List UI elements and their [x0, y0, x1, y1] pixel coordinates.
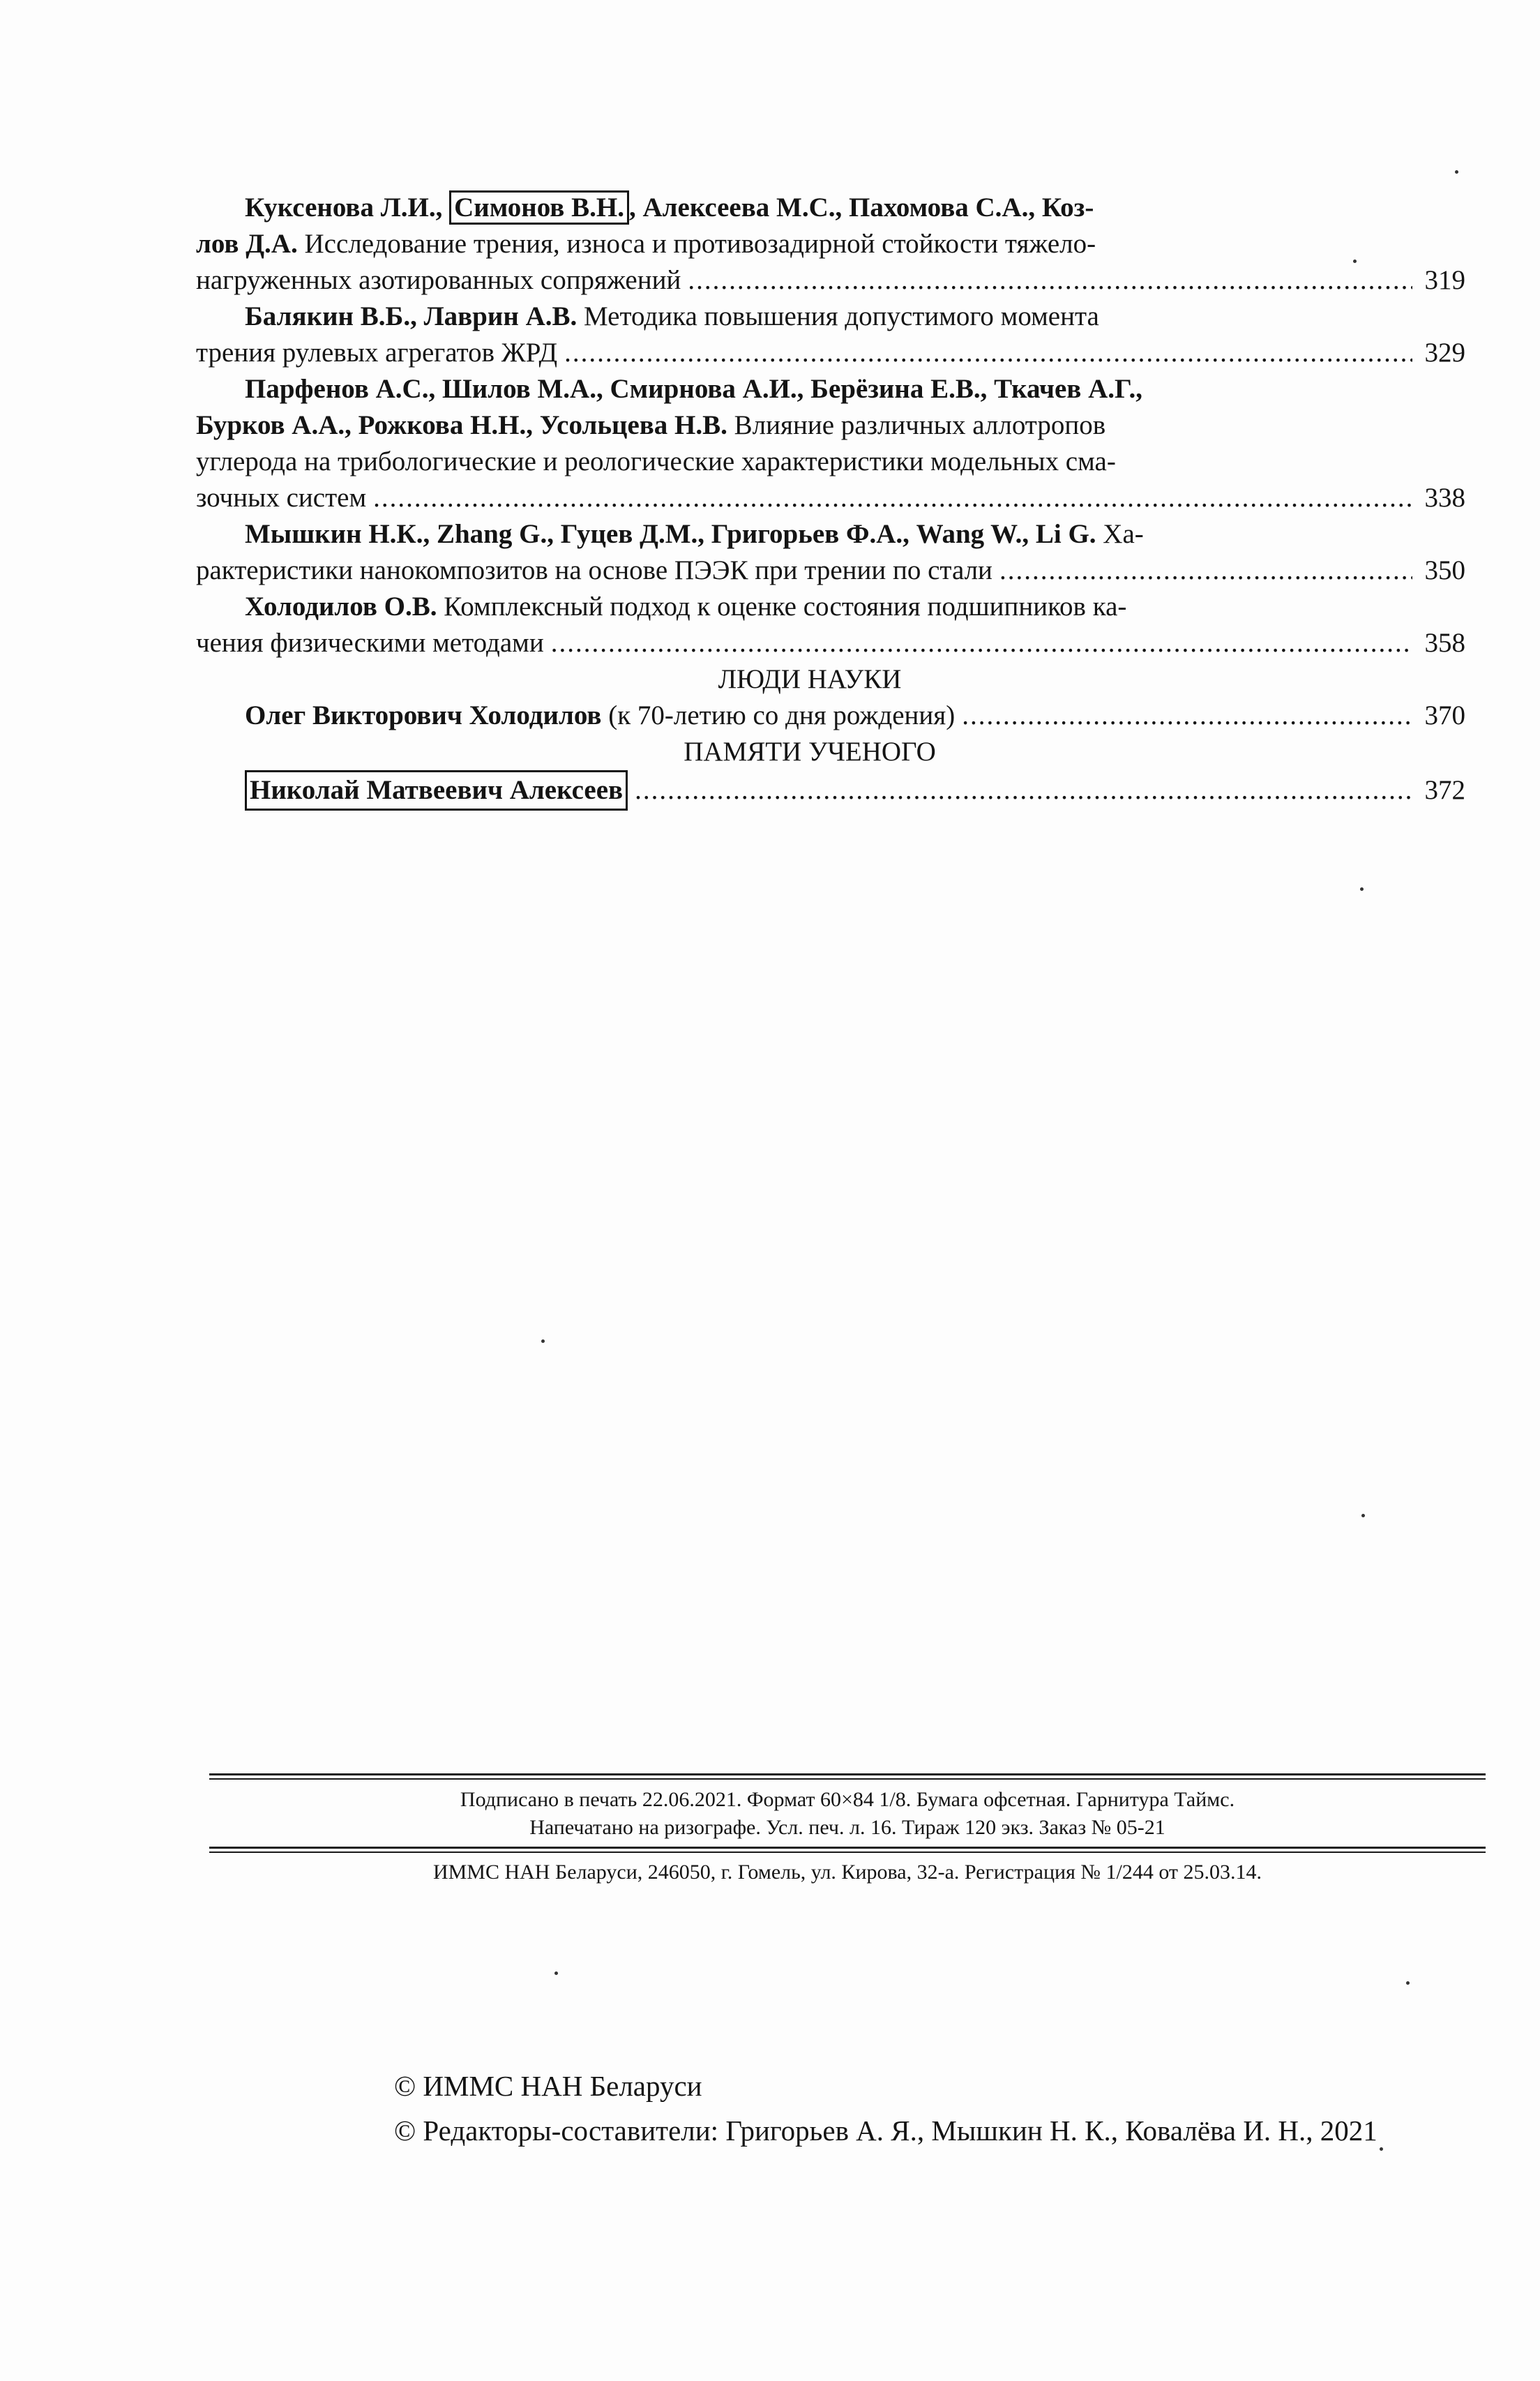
imprint-block — [209, 1858, 1486, 1886]
section-heading: ЛЮДИ НАУКИ — [718, 664, 902, 694]
toc-entry-text: чения физическими методами — [196, 628, 544, 658]
toc-entry-authors: Бурков А.А., Рожкова Н.Н., Усольцева Н.В. — [196, 410, 727, 440]
toc-page-number: 350 — [1424, 555, 1465, 585]
scan-speck — [1380, 2147, 1383, 2151]
toc-page-number: 358 — [1424, 628, 1465, 658]
toc-entry-text: рактеристики нанокомпозитов на основе ПЭЭК при трении по стали — [196, 555, 992, 585]
toc-entry-authors: Балякин В.Б., Лаврин А.В. — [245, 301, 578, 331]
toc-entry-text: Исследование трения, износа и противозадирной стойкости тяжело- — [297, 229, 1096, 259]
toc-entry[interactable] — [196, 299, 1465, 371]
toc-page-number: 319 — [1424, 265, 1465, 295]
toc-entry-line — [196, 262, 1465, 299]
toc-entry[interactable] — [196, 516, 1465, 589]
section-heading: ПАМЯТИ УЧЕНОГО — [684, 737, 936, 767]
imprint-line: Напечатано на ризографе. Усл. печ. л. 16. Тираж 120 экз. Заказ № 05-21 — [529, 1816, 1165, 1839]
toc-entry-line — [196, 516, 1465, 553]
dot-leader — [999, 553, 1412, 589]
toc-entry[interactable] — [196, 371, 1465, 516]
copyright-line: © Редакторы-составители: Григорьев А. Я., Мышкин Н. К., Ковалёва И. Н., 2021 — [394, 2115, 1377, 2147]
scan-speck — [541, 1339, 545, 1343]
toc-entry-authors: Парфенов А.С., Шилов М.А., Смирнова А.И., Берёзина Е.В., Ткачев А.Г., — [245, 374, 1142, 404]
toc-page-number: 338 — [1424, 483, 1465, 513]
boxed-author: Симонов В.Н. — [449, 190, 629, 225]
toc-entry-authors: Мышкин Н.К., Zhang G., Гуцев Д.М., Григорьев Ф.А., Wang W., Li G. — [245, 519, 1096, 549]
toc-entry-text: Влияние различных аллотропов — [727, 410, 1106, 440]
toc-entry-text: трения рулевых агрегатов ЖРД — [196, 338, 558, 368]
table-of-contents — [196, 190, 1465, 811]
toc-entry[interactable] — [196, 589, 1465, 661]
toc-entry-line — [196, 480, 1465, 516]
toc-entry-line — [196, 407, 1465, 444]
toc-entry-text — [245, 698, 955, 734]
toc-entry-line — [196, 371, 1465, 407]
toc-entry-line — [196, 553, 1465, 589]
toc-page-number: 370 — [1424, 700, 1465, 730]
divider — [209, 1847, 1486, 1849]
toc-entry-text: Методика повышения допустимого момента — [577, 301, 1099, 331]
toc-entry-line — [196, 698, 1465, 734]
imprint-block — [209, 1786, 1486, 1842]
scan-speck — [554, 1971, 558, 1975]
toc-entry-authors: лов Д.А. — [196, 229, 298, 259]
toc-entry-text: зочных систем — [196, 483, 367, 513]
toc-entry-line — [196, 625, 1465, 661]
toc-entry-authors: Холодилов О.В. — [245, 592, 437, 622]
toc-entry-authors: , Алексеева М.С., Пахомова С.А., Коз- — [628, 193, 1094, 223]
divider — [209, 1773, 1486, 1775]
dot-leader — [551, 625, 1412, 661]
toc-entry-authors: Куксенова Л.И., — [245, 193, 450, 223]
boxed-author: Николай Матвеевич Алексеев — [245, 770, 628, 811]
toc-entry-line — [196, 335, 1465, 371]
scan-speck — [1353, 260, 1357, 263]
toc-entry-text: углерода на трибологические и реологические характеристики модельных сма- — [196, 446, 1116, 476]
toc-entry[interactable] — [196, 770, 1465, 811]
copyright-block — [394, 2064, 1377, 2153]
dot-leader — [962, 698, 1412, 734]
toc-entry[interactable] — [196, 698, 1465, 734]
toc-entry-line — [196, 299, 1465, 335]
scan-speck — [1455, 170, 1458, 174]
toc-entry-line — [196, 226, 1354, 262]
copyright-line: © ИММС НАН Беларуси — [394, 2070, 702, 2102]
dot-leader — [373, 480, 1412, 516]
toc-entry-line — [196, 770, 1465, 811]
toc-entry-text: Комплексный подход к оценке состояния подшипников ка- — [437, 592, 1127, 622]
toc-entry-text: нагруженных азотированных сопряжений — [196, 265, 681, 295]
toc-entry-line — [196, 589, 1465, 625]
scan-speck — [1361, 1514, 1365, 1517]
divider — [209, 1778, 1486, 1780]
toc-entry-authors: Олег Викторович Холодилов — [245, 700, 602, 730]
scan-speck — [1406, 1981, 1410, 1985]
toc-entry-title — [196, 190, 1354, 226]
dot-leader — [688, 262, 1412, 299]
toc-entry-line — [196, 444, 1465, 480]
toc-page-number: 329 — [1424, 338, 1465, 368]
divider — [209, 1852, 1486, 1853]
dot-leader — [635, 772, 1412, 809]
imprint-line: ИММС НАН Беларуси, 246050, г. Гомель, ул. Кирова, 32-а. Регистрация № 1/244 от 25.03.14. — [432, 1861, 1262, 1884]
toc-page-number: 372 — [1424, 775, 1465, 805]
toc-entry-text: Ха- — [1096, 519, 1144, 549]
dot-leader — [564, 335, 1412, 371]
toc-entry[interactable] — [196, 190, 1465, 299]
toc-entry-subtitle: (к 70-летию со дня рождения) — [601, 700, 956, 730]
scan-speck — [1360, 887, 1364, 891]
imprint-line: Подписано в печать 22.06.2021. Формат 60×84 1/8. Бумага офсетная. Гарнитура Таймс. — [460, 1788, 1235, 1811]
